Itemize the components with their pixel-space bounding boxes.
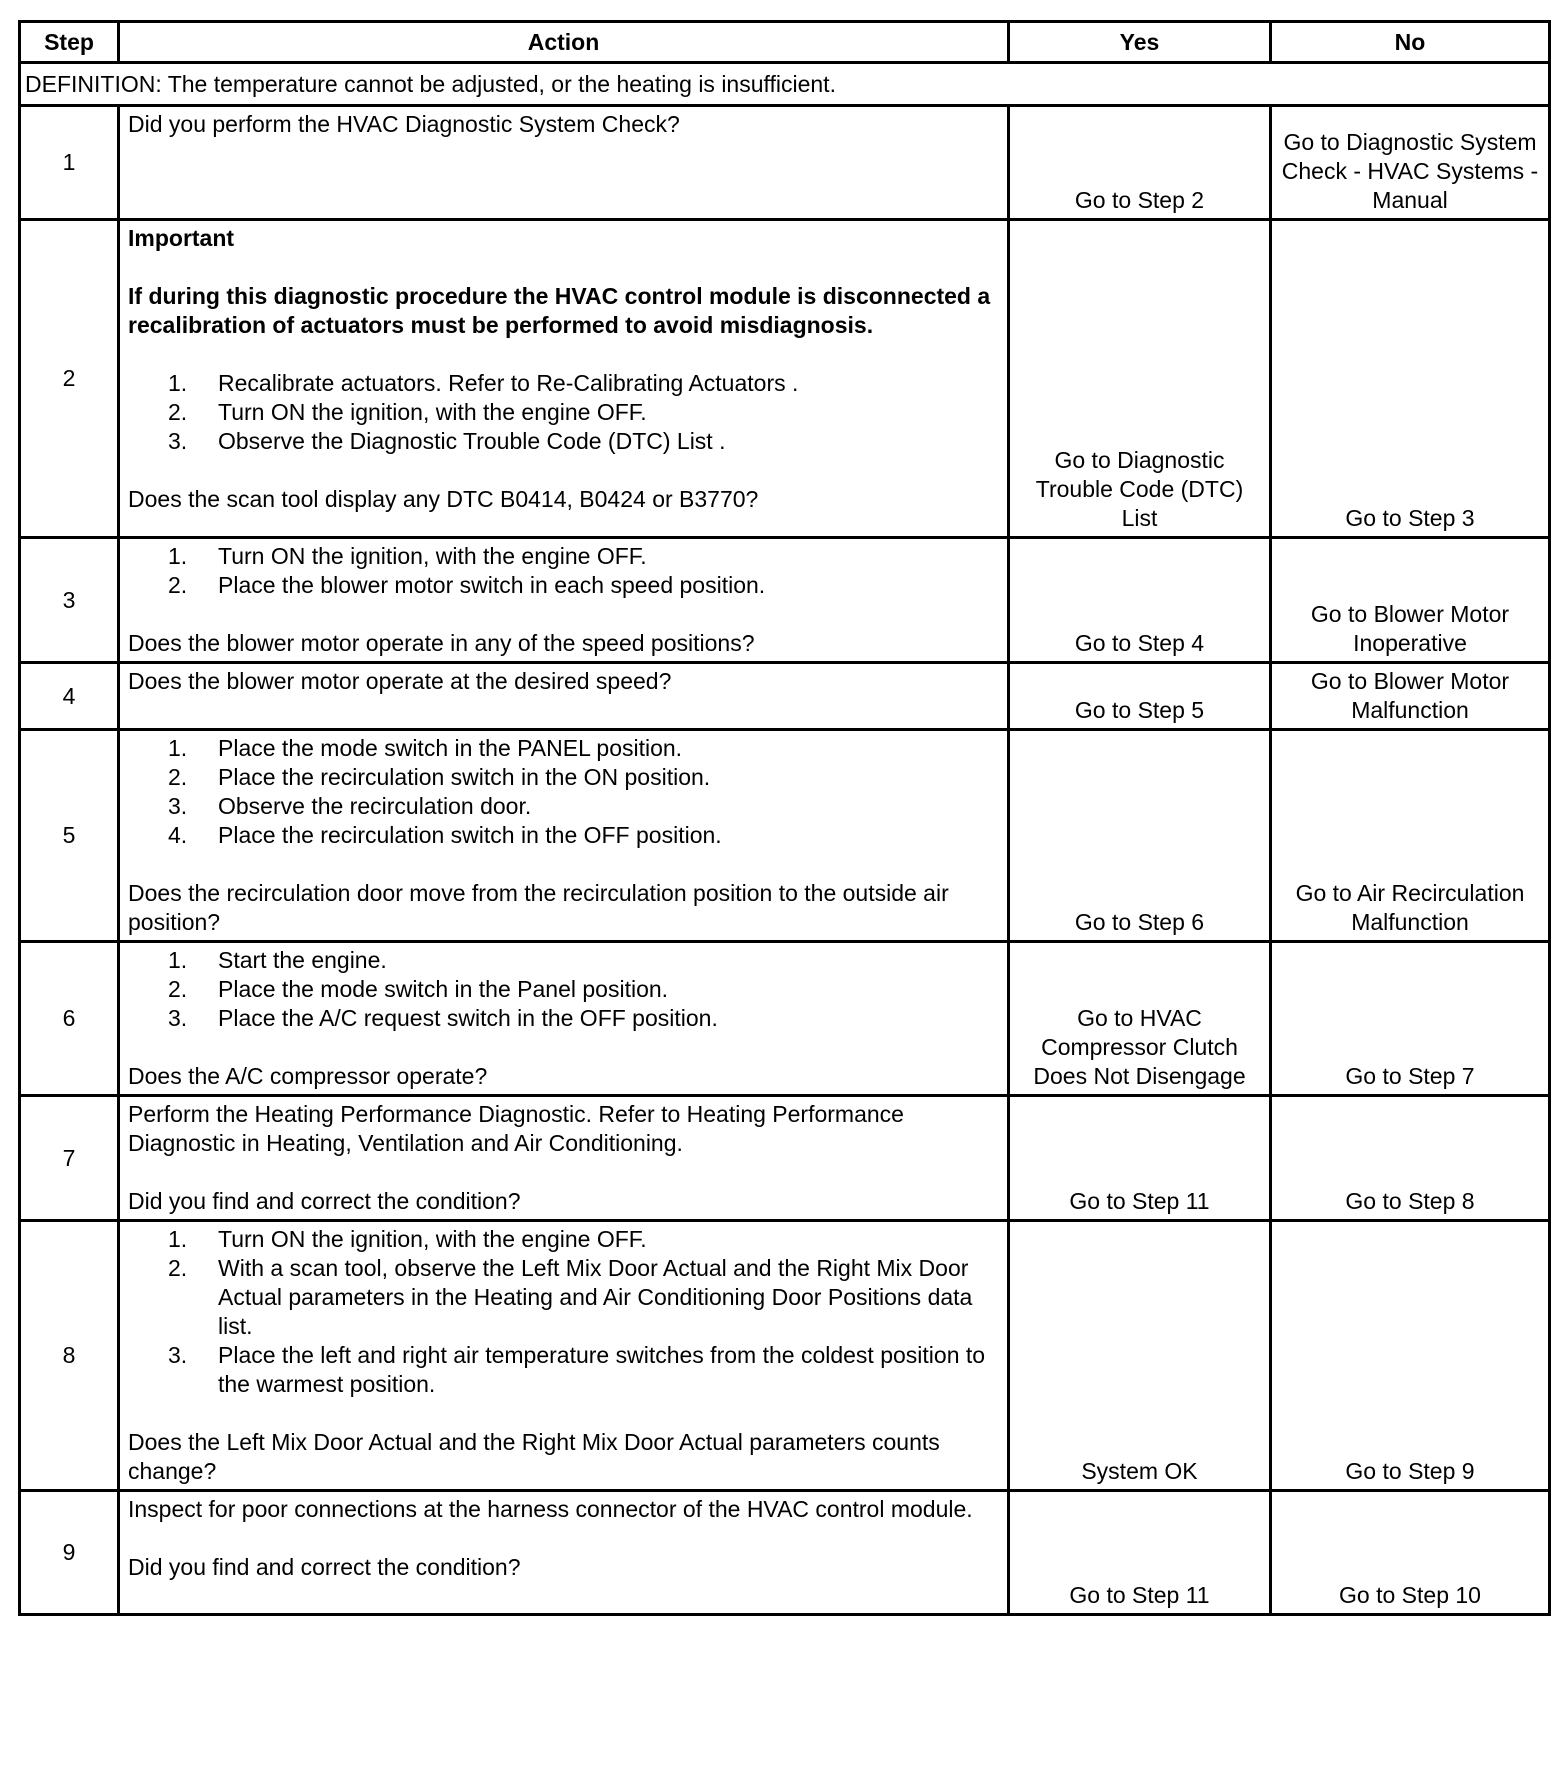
- table-row: [20, 730, 1550, 942]
- list-item: [128, 398, 999, 427]
- item-number: 1.: [168, 543, 188, 569]
- item-text: Turn ON the ignition, with the engine OFF.: [218, 543, 647, 569]
- item-text: Place the left and right air temperature switches from the coldest position to the warmest position.: [218, 1342, 986, 1397]
- item-text: With a scan tool, observe the Left Mix Door Actual and the Right Mix Door Actual parameters in the Heating and Air Conditioning Door Positions data list.: [218, 1255, 973, 1339]
- diagnostic-table: [18, 20, 1551, 1616]
- item-number: 3.: [168, 1342, 188, 1368]
- table-row: [20, 106, 1550, 220]
- table-row: [20, 1221, 1550, 1491]
- yes-cell: Go to Step 2: [1009, 106, 1271, 220]
- question: Does the A/C compressor operate?: [128, 1063, 488, 1089]
- list-item: [128, 1225, 999, 1254]
- yes-cell: Go to Step 11: [1009, 1096, 1271, 1221]
- definition-row: [20, 63, 1550, 106]
- definition-text: DEFINITION: The temperature cannot be adjusted, or the heating is insufficient.: [20, 63, 1550, 106]
- question: Does the blower motor operate at the desired speed?: [128, 668, 672, 694]
- no-cell: Go to Step 9: [1271, 1221, 1550, 1491]
- spacer: [128, 1033, 999, 1062]
- question: Did you perform the HVAC Diagnostic System Check?: [128, 111, 680, 137]
- no-cell: Go to Step 8: [1271, 1096, 1550, 1221]
- yes-cell: Go to Step 6: [1009, 730, 1271, 942]
- no-cell: Go to Blower Motor Inoperative: [1271, 538, 1550, 663]
- list-item: [128, 821, 999, 850]
- no-cell: Go to Step 10: [1271, 1491, 1550, 1615]
- spacer: [128, 850, 999, 879]
- item-number: 2.: [168, 1255, 188, 1281]
- item-text: Turn ON the ignition, with the engine OFF.: [218, 399, 647, 425]
- no-cell: Go to Step 3: [1271, 220, 1550, 538]
- question: Does the recirculation door move from the recirculation position to the outside air position?: [128, 880, 949, 935]
- item-text: Turn ON the ignition, with the engine OFF.: [218, 1226, 647, 1252]
- yes-cell: Go to Step 4: [1009, 538, 1271, 663]
- action-cell: [119, 942, 1009, 1096]
- instruction-list: [128, 369, 999, 456]
- item-number: 3.: [168, 793, 188, 819]
- question: Does the Left Mix Door Actual and the Right Mix Door Actual parameters counts change?: [128, 1429, 940, 1484]
- item-number: 4.: [168, 822, 188, 848]
- step-number: 3: [20, 538, 119, 663]
- table-row: [20, 1096, 1550, 1221]
- question: Did you find and correct the condition?: [128, 1554, 521, 1580]
- important-title: Important: [128, 225, 235, 251]
- action-cell: [119, 106, 1009, 220]
- yes-cell: Go to HVAC Compressor Clutch Does Not Disengage: [1009, 942, 1271, 1096]
- item-number: 2.: [168, 399, 188, 425]
- question: Does the blower motor operate in any of the speed positions?: [128, 630, 755, 656]
- list-item: [128, 975, 999, 1004]
- spacer: [128, 600, 999, 629]
- yes-cell: Go to Step 11: [1009, 1491, 1271, 1615]
- no-cell: Go to Step 7: [1271, 942, 1550, 1096]
- item-text: Place the blower motor switch in each speed position.: [218, 572, 766, 598]
- list-item: [128, 734, 999, 763]
- item-number: 2.: [168, 976, 188, 1002]
- action-cell: [119, 1096, 1009, 1221]
- step-number: 4: [20, 663, 119, 730]
- list-item: [128, 763, 999, 792]
- step-number: 8: [20, 1221, 119, 1491]
- table-row: [20, 663, 1550, 730]
- important-text: If during this diagnostic procedure the HVAC control module is disconnected a recalibration of actuators must be performed to avoid misdiagnosis.: [128, 283, 991, 338]
- list-item: [128, 427, 999, 456]
- table-row: [20, 942, 1550, 1096]
- item-number: 2.: [168, 572, 188, 598]
- item-text: Observe the recirculation door.: [218, 793, 532, 819]
- instruction-list: [128, 734, 999, 850]
- step-number: 1: [20, 106, 119, 220]
- list-item: [128, 369, 999, 398]
- instruction-list: [128, 946, 999, 1033]
- no-cell: Go to Air Recirculation Malfunction: [1271, 730, 1550, 942]
- no-cell: Go to Diagnostic System Check - HVAC Systems - Manual: [1271, 106, 1550, 220]
- action-cell: [119, 1221, 1009, 1491]
- item-text: Place the recirculation switch in the OFF position.: [218, 822, 722, 848]
- list-item: [128, 946, 999, 975]
- question: Does the scan tool display any DTC B0414, B0424 or B3770?: [128, 486, 759, 512]
- action-cell: [119, 538, 1009, 663]
- intro-text: Inspect for poor connections at the harness connector of the HVAC control module.: [128, 1496, 973, 1522]
- item-number: 3.: [168, 428, 188, 454]
- table-row: [20, 220, 1550, 538]
- no-cell: Go to Blower Motor Malfunction: [1271, 663, 1550, 730]
- item-number: 1.: [168, 1226, 188, 1252]
- item-text: Recalibrate actuators. Refer to Re-Calibrating Actuators .: [218, 370, 799, 396]
- spacer: [128, 253, 999, 282]
- spacer: [128, 1524, 999, 1553]
- question: Did you find and correct the condition?: [128, 1188, 521, 1214]
- step-number: 5: [20, 730, 119, 942]
- item-number: 2.: [168, 764, 188, 790]
- spacer: [128, 340, 999, 369]
- item-number: 3.: [168, 1005, 188, 1031]
- header-no: No: [1271, 22, 1550, 63]
- item-number: 1.: [168, 947, 188, 973]
- item-text: Observe the Diagnostic Trouble Code (DTC) List .: [218, 428, 726, 454]
- action-cell: [119, 730, 1009, 942]
- action-cell: [119, 1491, 1009, 1615]
- item-text: Place the mode switch in the Panel position.: [218, 976, 669, 1002]
- spacer: [128, 456, 999, 485]
- item-text: Place the mode switch in the PANEL position.: [218, 735, 683, 761]
- header-yes: Yes: [1009, 22, 1271, 63]
- step-number: 9: [20, 1491, 119, 1615]
- action-cell: [119, 663, 1009, 730]
- spacer: [128, 1399, 999, 1428]
- step-number: 7: [20, 1096, 119, 1221]
- header-action: Action: [119, 22, 1009, 63]
- spacer: [128, 1158, 999, 1187]
- list-item: [128, 1004, 999, 1033]
- action-cell: [119, 220, 1009, 538]
- item-text: Place the A/C request switch in the OFF position.: [218, 1005, 718, 1031]
- intro-text: Perform the Heating Performance Diagnostic. Refer to Heating Performance Diagnostic in Heating, Ventilation and Air Conditioning.: [128, 1101, 904, 1156]
- step-number: 6: [20, 942, 119, 1096]
- instruction-list: [128, 542, 999, 600]
- list-item: [128, 1254, 999, 1341]
- list-item: [128, 1341, 999, 1399]
- list-item: [128, 792, 999, 821]
- yes-cell: Go to Step 5: [1009, 663, 1271, 730]
- list-item: [128, 571, 999, 600]
- yes-cell: System OK: [1009, 1221, 1271, 1491]
- header-step: Step: [20, 22, 119, 63]
- step-number: 2: [20, 220, 119, 538]
- header-row: [20, 22, 1550, 63]
- item-text: Place the recirculation switch in the ON position.: [218, 764, 711, 790]
- item-number: 1.: [168, 370, 188, 396]
- item-number: 1.: [168, 735, 188, 761]
- table-row: [20, 1491, 1550, 1615]
- table-row: [20, 538, 1550, 663]
- yes-cell: Go to Diagnostic Trouble Code (DTC) List: [1009, 220, 1271, 538]
- item-text: Start the engine.: [218, 947, 387, 973]
- instruction-list: [128, 1225, 999, 1399]
- list-item: [128, 542, 999, 571]
